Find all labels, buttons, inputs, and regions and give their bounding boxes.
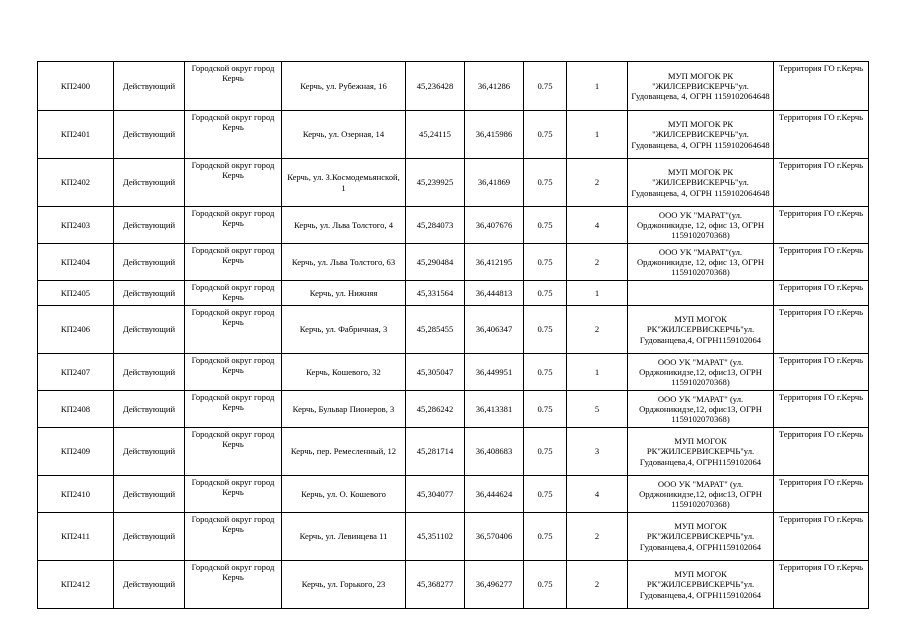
cell-address: Керчь, ул. Льва Толстого, 63 [282,244,406,281]
cell-operator: МУП МОГОК РК "ЖИЛСЕРВИСКЕРЧЬ"ул. Гудованцева, 4, ОГРН 1159102064648 [628,159,774,207]
cell-area: 0.75 [524,513,567,561]
cell-operator: МУП МОГОК РК"ЖИЛСЕРВИСКЕРЧЬ"ул. Гудованцева,4, ОГРН1159102064 [628,561,774,609]
cell-operator: ООО УК "МАРАТ"(ул. Орджоникидзе, 12, офис 13, ОГРН 1159102070368) [628,244,774,281]
cell-latitude: 45,24115 [406,111,465,159]
cell-longitude: 36,570406 [465,513,524,561]
cell-address: Керчь, ул. Левинцева 11 [282,513,406,561]
cell-container-count: 2 [567,513,628,561]
table-row [38,207,869,244]
cell-operator: ООО УК "МАРАТ"(ул. Орджоникидзе, 12, офис 13, ОГРН 1159102070368) [628,207,774,244]
cell-latitude: 45,305047 [406,354,465,391]
cell-territory: Территория ГО г.Керчь [774,428,869,476]
cell-area: 0.75 [524,281,567,306]
cell-address: Керчь, ул. Льва Толстого, 4 [282,207,406,244]
cell-container-count: 1 [567,354,628,391]
cell-status: Действующий [114,62,185,111]
cell-id: КП2411 [38,513,114,561]
cell-container-count: 2 [567,159,628,207]
cell-address: Керчь, ул. О. Кошевого [282,476,406,513]
cell-longitude: 36,412195 [465,244,524,281]
cell-status: Действующий [114,354,185,391]
cell-area: 0.75 [524,244,567,281]
cell-status: Действующий [114,111,185,159]
cell-district: Городской округ город Керчь [185,561,282,609]
table-row [38,391,869,428]
cell-area: 0.75 [524,428,567,476]
cell-id: КП2405 [38,281,114,306]
table-row [38,159,869,207]
cell-operator: МУП МОГОК РК "ЖИЛСЕРВИСКЕРЧЬ"ул. Гудованцева, 4, ОГРН 1159102064648 [628,111,774,159]
cell-territory: Территория ГО г.Керчь [774,306,869,354]
cell-container-count: 3 [567,428,628,476]
cell-status: Действующий [114,513,185,561]
cell-territory: Территория ГО г.Керчь [774,476,869,513]
cell-address: Керчь, ул. З.Космодемьянской, 1 [282,159,406,207]
cell-id: КП2409 [38,428,114,476]
cell-container-count: 2 [567,306,628,354]
cell-address: Керчь, ул. Фабричная, 3 [282,306,406,354]
cell-operator [628,281,774,306]
cell-operator: МУП МОГОК РК "ЖИЛСЕРВИСКЕРЧЬ"ул. Гудованцева, 4, ОГРН 1159102064648 [628,62,774,111]
cell-territory: Территория ГО г.Керчь [774,244,869,281]
cell-id: КП2412 [38,561,114,609]
cell-container-count: 2 [567,244,628,281]
cell-latitude: 45,286242 [406,391,465,428]
cell-territory: Территория ГО г.Керчь [774,159,869,207]
cell-id: КП2404 [38,244,114,281]
cell-district: Городской округ город Керчь [185,111,282,159]
cell-district: Городской округ город Керчь [185,62,282,111]
cell-district: Городской округ город Керчь [185,391,282,428]
cell-longitude: 36,406347 [465,306,524,354]
cell-operator: ООО УК "МАРАТ" (ул. Орджоникидзе,12, офис13, ОГРН 1159102070368) [628,391,774,428]
cell-longitude: 36,449951 [465,354,524,391]
cell-longitude: 36,408683 [465,428,524,476]
cell-territory: Территория ГО г.Керчь [774,62,869,111]
table-row [38,561,869,609]
cell-area: 0.75 [524,476,567,513]
cell-district: Городской округ город Керчь [185,354,282,391]
cell-operator: МУП МОГОК РК"ЖИЛСЕРВИСКЕРЧЬ"ул. Гудованцева,4, ОГРН1159102064 [628,513,774,561]
cell-id: КП2401 [38,111,114,159]
cell-id: КП2400 [38,62,114,111]
cell-area: 0.75 [524,207,567,244]
table-row [38,62,869,111]
cell-address: Керчь, ул. Озерная, 14 [282,111,406,159]
cell-longitude: 36,41286 [465,62,524,111]
cell-id: КП2402 [38,159,114,207]
table-row [38,306,869,354]
cell-latitude: 45,351102 [406,513,465,561]
cell-container-count: 4 [567,476,628,513]
cell-territory: Территория ГО г.Керчь [774,111,869,159]
cell-address: Керчь, Бульвар Пионеров, 3 [282,391,406,428]
cell-territory: Территория ГО г.Керчь [774,207,869,244]
cell-territory: Территория ГО г.Керчь [774,391,869,428]
cell-address: Керчь, ул. Нижняя [282,281,406,306]
table-row [38,244,869,281]
cell-latitude: 45,368277 [406,561,465,609]
cell-container-count: 1 [567,281,628,306]
cell-longitude: 36,41869 [465,159,524,207]
cell-status: Действующий [114,159,185,207]
cell-territory: Территория ГО г.Керчь [774,561,869,609]
registry-body [38,62,869,609]
cell-territory: Территория ГО г.Керчь [774,354,869,391]
cell-container-count: 1 [567,62,628,111]
cell-longitude: 36,444813 [465,281,524,306]
cell-status: Действующий [114,244,185,281]
cell-status: Действующий [114,476,185,513]
cell-area: 0.75 [524,306,567,354]
cell-district: Городской округ город Керчь [185,428,282,476]
cell-id: КП2403 [38,207,114,244]
cell-area: 0.75 [524,159,567,207]
cell-latitude: 45,239925 [406,159,465,207]
cell-longitude: 36,496277 [465,561,524,609]
cell-status: Действующий [114,207,185,244]
cell-status: Действующий [114,561,185,609]
cell-longitude: 36,407676 [465,207,524,244]
cell-latitude: 45,281714 [406,428,465,476]
registry-table [37,61,869,609]
table-row [38,111,869,159]
cell-district: Городской округ город Керчь [185,513,282,561]
cell-address: Керчь, ул. Горького, 23 [282,561,406,609]
cell-longitude: 36,415986 [465,111,524,159]
cell-latitude: 45,236428 [406,62,465,111]
cell-id: КП2408 [38,391,114,428]
cell-address: Керчь, ул. Рубежная, 16 [282,62,406,111]
cell-area: 0.75 [524,354,567,391]
table-row [38,428,869,476]
cell-id: КП2407 [38,354,114,391]
cell-district: Городской округ город Керчь [185,244,282,281]
cell-latitude: 45,290484 [406,244,465,281]
cell-status: Действующий [114,306,185,354]
cell-id: КП2410 [38,476,114,513]
table-row [38,281,869,306]
cell-district: Городской округ город Керчь [185,159,282,207]
cell-district: Городской округ город Керчь [185,207,282,244]
cell-district: Городской округ город Керчь [185,476,282,513]
table-row [38,354,869,391]
cell-area: 0.75 [524,62,567,111]
cell-container-count: 1 [567,111,628,159]
cell-latitude: 45,285455 [406,306,465,354]
cell-operator: ООО УК "МАРАТ" (ул. Орджоникидзе,12, офис13, ОГРН 1159102070368) [628,476,774,513]
cell-id: КП2406 [38,306,114,354]
cell-status: Действующий [114,391,185,428]
cell-latitude: 45,331564 [406,281,465,306]
cell-address: Керчь, Кошевого, 32 [282,354,406,391]
table-row [38,476,869,513]
cell-area: 0.75 [524,111,567,159]
cell-territory: Территория ГО г.Керчь [774,281,869,306]
cell-latitude: 45,304077 [406,476,465,513]
cell-status: Действующий [114,281,185,306]
cell-container-count: 5 [567,391,628,428]
cell-status: Действующий [114,428,185,476]
cell-district: Городской округ город Керчь [185,306,282,354]
cell-longitude: 36,413381 [465,391,524,428]
cell-longitude: 36,444624 [465,476,524,513]
cell-area: 0.75 [524,561,567,609]
cell-territory: Территория ГО г.Керчь [774,513,869,561]
table-row [38,513,869,561]
cell-address: Керчь, пер. Ремесленный, 12 [282,428,406,476]
cell-operator: МУП МОГОК РК"ЖИЛСЕРВИСКЕРЧЬ"ул. Гудованцева,4, ОГРН1159102064 [628,306,774,354]
cell-area: 0.75 [524,391,567,428]
cell-container-count: 2 [567,561,628,609]
cell-operator: МУП МОГОК РК"ЖИЛСЕРВИСКЕРЧЬ"ул. Гудованцева,4, ОГРН1159102064 [628,428,774,476]
cell-operator: ООО УК "МАРАТ" (ул. Орджоникидзе,12, офис13, ОГРН 1159102070368) [628,354,774,391]
cell-container-count: 4 [567,207,628,244]
cell-latitude: 45,284073 [406,207,465,244]
cell-district: Городской округ город Керчь [185,281,282,306]
